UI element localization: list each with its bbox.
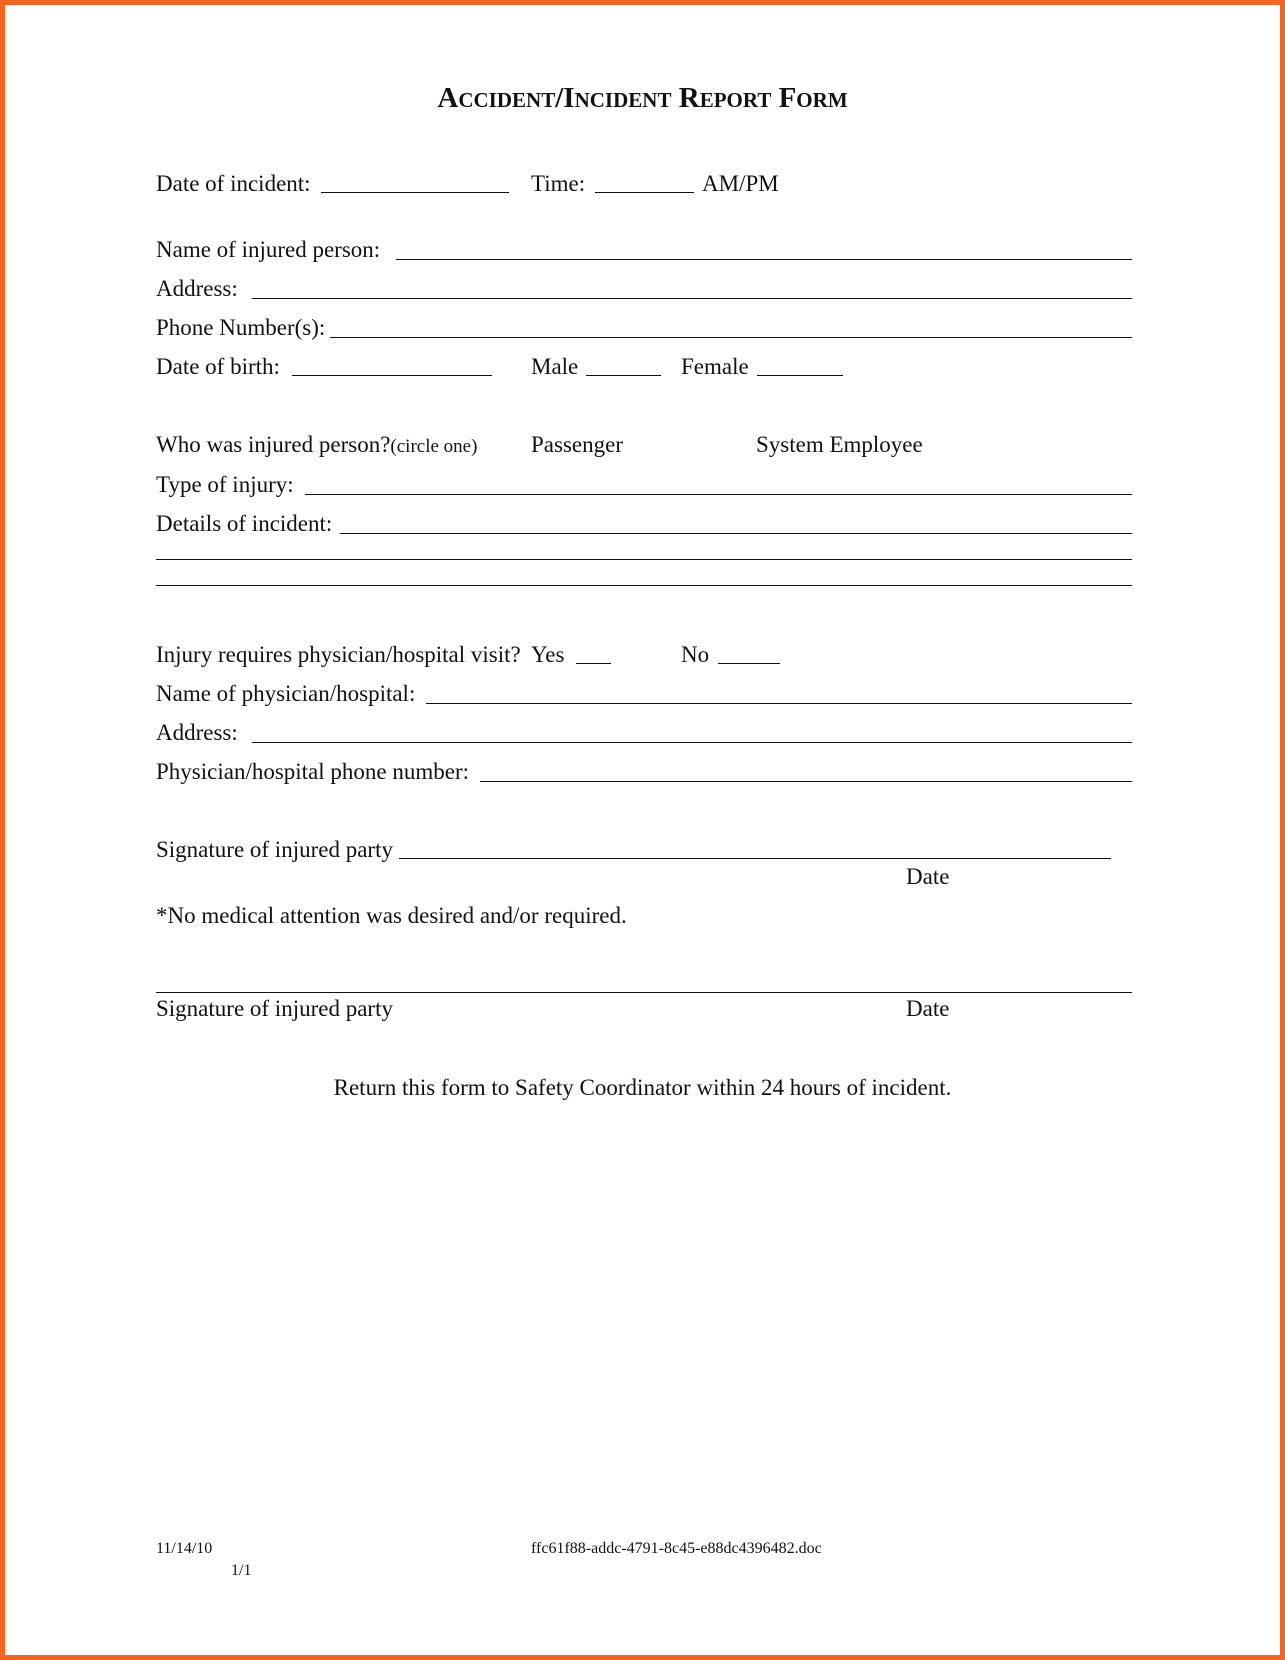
- signature-1-field[interactable]: [399, 858, 1111, 859]
- signature-2-label: Signature of injured party: [156, 996, 393, 1021]
- male-label: Male: [531, 354, 579, 379]
- physician-phone-field[interactable]: [480, 781, 1132, 782]
- physician-name-field[interactable]: [426, 703, 1132, 704]
- type-of-injury-label: Type of injury:: [156, 472, 294, 497]
- name-injured-field[interactable]: [396, 259, 1132, 260]
- signature-1-label: Signature of injured party: [156, 837, 393, 862]
- am-pm-label: AM/PM: [702, 171, 779, 196]
- time-field[interactable]: [595, 192, 694, 193]
- return-note: Return this form to Safety Coordinator within 24 hours of incident.: [333, 1075, 952, 1100]
- name-injured-label: Name of injured person:: [156, 237, 381, 262]
- details-label: Details of incident:: [156, 511, 333, 536]
- circle-one-note: (circle one): [390, 436, 478, 457]
- physician-address-field[interactable]: [252, 742, 1132, 743]
- address-field[interactable]: [252, 298, 1132, 299]
- male-field[interactable]: [586, 375, 661, 376]
- footer-page: 1/1: [231, 1562, 252, 1579]
- dob-label: Date of birth:: [156, 354, 280, 379]
- form-title: [0, 84, 1285, 113]
- address-label: Address:: [156, 276, 238, 301]
- option-system-employee[interactable]: System Employee: [756, 432, 923, 457]
- date-of-incident-label: Date of incident:: [156, 171, 311, 196]
- physician-phone-label: Physician/hospital phone number:: [156, 759, 470, 784]
- signature-2-field[interactable]: [156, 992, 1132, 993]
- yes-label: Yes: [531, 642, 565, 667]
- option-passenger[interactable]: Passenger: [531, 432, 623, 457]
- phone-field[interactable]: [330, 337, 1132, 338]
- no-label: No: [681, 642, 710, 667]
- no-field[interactable]: [718, 663, 780, 664]
- phone-label: Phone Number(s):: [156, 315, 326, 340]
- who-injured-label: [156, 433, 477, 456]
- details-field-line-1[interactable]: [340, 533, 1132, 534]
- footer-filename: ffc61f88-addc-4791-8c45-e88dc4396482.doc: [531, 1540, 822, 1557]
- form-title-text: ACCIDENT/INCIDENT REPORT FORM: [437, 82, 848, 114]
- physician-address-label: Address:: [156, 720, 238, 745]
- signature-2-date-label: Date: [906, 996, 950, 1021]
- time-label: Time:: [531, 171, 586, 196]
- physician-name-label: Name of physician/hospital:: [156, 681, 416, 706]
- details-field-line-3[interactable]: [156, 585, 1132, 586]
- female-field[interactable]: [757, 375, 843, 376]
- footer-date: 11/14/10: [156, 1540, 213, 1557]
- type-of-injury-field[interactable]: [305, 494, 1132, 495]
- yes-field[interactable]: [576, 663, 611, 664]
- who-injured-question: Who was injured person?: [156, 432, 391, 457]
- details-field-line-2[interactable]: [156, 559, 1132, 560]
- dob-field[interactable]: [292, 375, 492, 376]
- no-medical-note: *No medical attention was desired and/or required.: [156, 903, 627, 928]
- date-of-incident-field[interactable]: [321, 192, 509, 193]
- physician-visit-label: Injury requires physician/hospital visit?: [156, 642, 521, 667]
- female-label: Female: [681, 354, 749, 379]
- signature-1-date-label: Date: [906, 864, 950, 889]
